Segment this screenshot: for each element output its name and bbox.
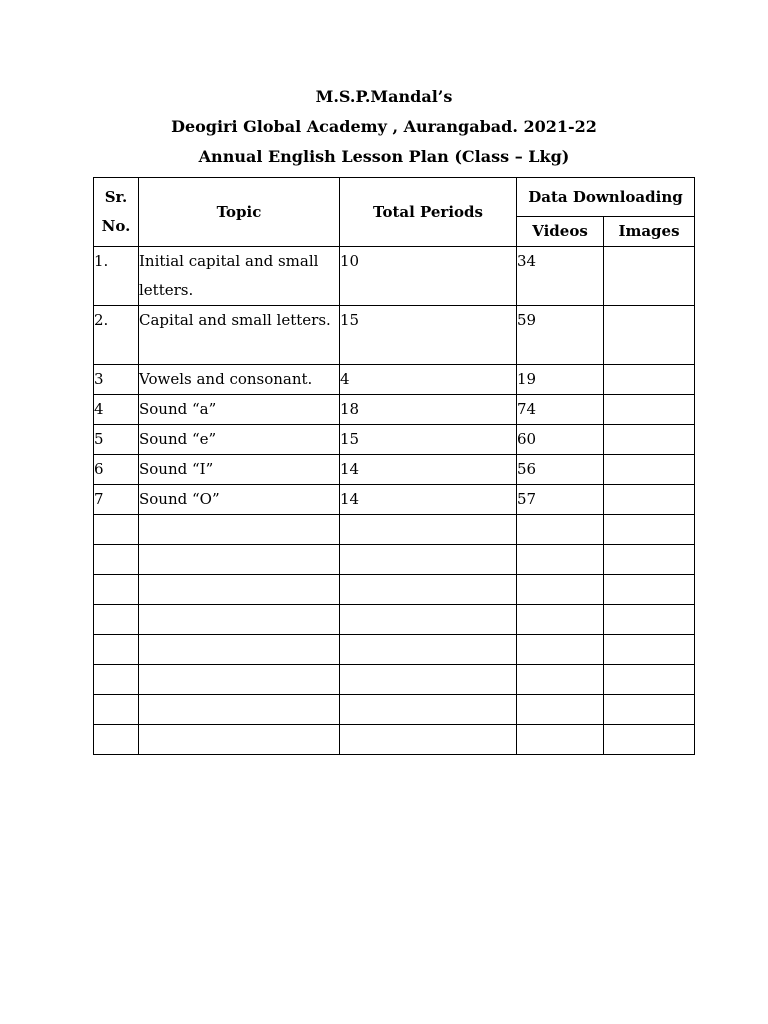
cell-periods [340,665,517,695]
cell-periods [340,545,517,575]
column-header-images: Images [604,217,695,247]
cell-sr [94,515,139,545]
table-row [94,395,695,425]
cell-videos [517,725,604,755]
cell-videos [517,545,604,575]
empty-table-row [94,665,695,695]
cell-periods: 18 [340,395,517,425]
cell-images [604,247,695,306]
cell-images [604,695,695,725]
cell-periods: 10 [340,247,517,306]
cell-videos: 19 [517,365,604,395]
cell-sr [94,605,139,635]
cell-topic [139,605,340,635]
cell-topic [139,635,340,665]
table-row [94,485,695,515]
cell-videos [517,635,604,665]
table-row [94,425,695,455]
sr-header-line2: No. [101,217,131,235]
cell-videos [517,605,604,635]
column-header-sr-no [94,178,139,247]
cell-videos [517,515,604,545]
cell-videos [517,665,604,695]
cell-images [604,365,695,395]
cell-sr [94,575,139,605]
empty-table-row [94,635,695,665]
cell-sr [94,725,139,755]
cell-topic: Initial capital and small letters. [139,247,340,306]
cell-topic: Sound “O” [139,485,340,515]
cell-topic: Vowels and consonant. [139,365,340,395]
column-header-topic: Topic [139,178,340,247]
empty-table-row [94,545,695,575]
cell-videos: 59 [517,306,604,365]
cell-images [604,605,695,635]
cell-videos: 74 [517,395,604,425]
table-row [94,365,695,395]
cell-sr: 4 [94,395,139,425]
table-row [94,455,695,485]
cell-sr: 1. [94,247,139,306]
cell-images [604,455,695,485]
cell-sr: 2. [94,306,139,365]
cell-videos: 56 [517,455,604,485]
table-row [94,306,695,365]
cell-images [604,515,695,545]
cell-images [604,395,695,425]
cell-sr: 6 [94,455,139,485]
cell-topic [139,665,340,695]
cell-videos [517,575,604,605]
cell-images [604,665,695,695]
cell-topic: Sound “I” [139,455,340,485]
cell-periods: 14 [340,485,517,515]
cell-periods [340,515,517,545]
cell-images [604,725,695,755]
empty-table-row [94,695,695,725]
cell-sr: 3 [94,365,139,395]
cell-periods [340,635,517,665]
cell-periods: 4 [340,365,517,395]
cell-images [604,635,695,665]
table-row [94,247,695,306]
cell-periods: 15 [340,306,517,365]
cell-images [604,545,695,575]
cell-periods: 15 [340,425,517,455]
sr-header-line1: Sr. [104,188,128,206]
cell-topic: Sound “a” [139,395,340,425]
plan-title: Annual English Lesson Plan (Class – Lkg) [198,147,570,166]
lesson-plan-table [93,177,695,755]
cell-periods [340,575,517,605]
column-header-total-periods: Total Periods [340,178,517,247]
cell-videos: 57 [517,485,604,515]
cell-topic [139,575,340,605]
empty-table-row [94,725,695,755]
column-header-videos: Videos [517,217,604,247]
empty-table-row [94,605,695,635]
cell-images [604,306,695,365]
cell-topic: Sound “e” [139,425,340,455]
cell-images [604,575,695,605]
cell-sr: 5 [94,425,139,455]
cell-topic [139,545,340,575]
empty-table-row [94,575,695,605]
cell-videos [517,695,604,725]
cell-videos: 34 [517,247,604,306]
cell-topic [139,695,340,725]
cell-periods [340,725,517,755]
empty-table-row [94,515,695,545]
cell-topic: Capital and small letters. [139,306,340,365]
cell-sr: 7 [94,485,139,515]
cell-topic [139,725,340,755]
cell-periods [340,695,517,725]
cell-periods [340,605,517,635]
cell-sr [94,635,139,665]
school-title: Deogiri Global Academy , Aurangabad. 2021-22 [171,117,597,136]
cell-images [604,425,695,455]
column-header-data-downloading: Data Downloading [517,178,695,217]
cell-topic [139,515,340,545]
cell-sr [94,695,139,725]
cell-sr [94,545,139,575]
cell-images [604,485,695,515]
cell-periods: 14 [340,455,517,485]
cell-videos: 60 [517,425,604,455]
cell-sr [94,665,139,695]
organization-title: M.S.P.Mandal’s [315,87,453,106]
